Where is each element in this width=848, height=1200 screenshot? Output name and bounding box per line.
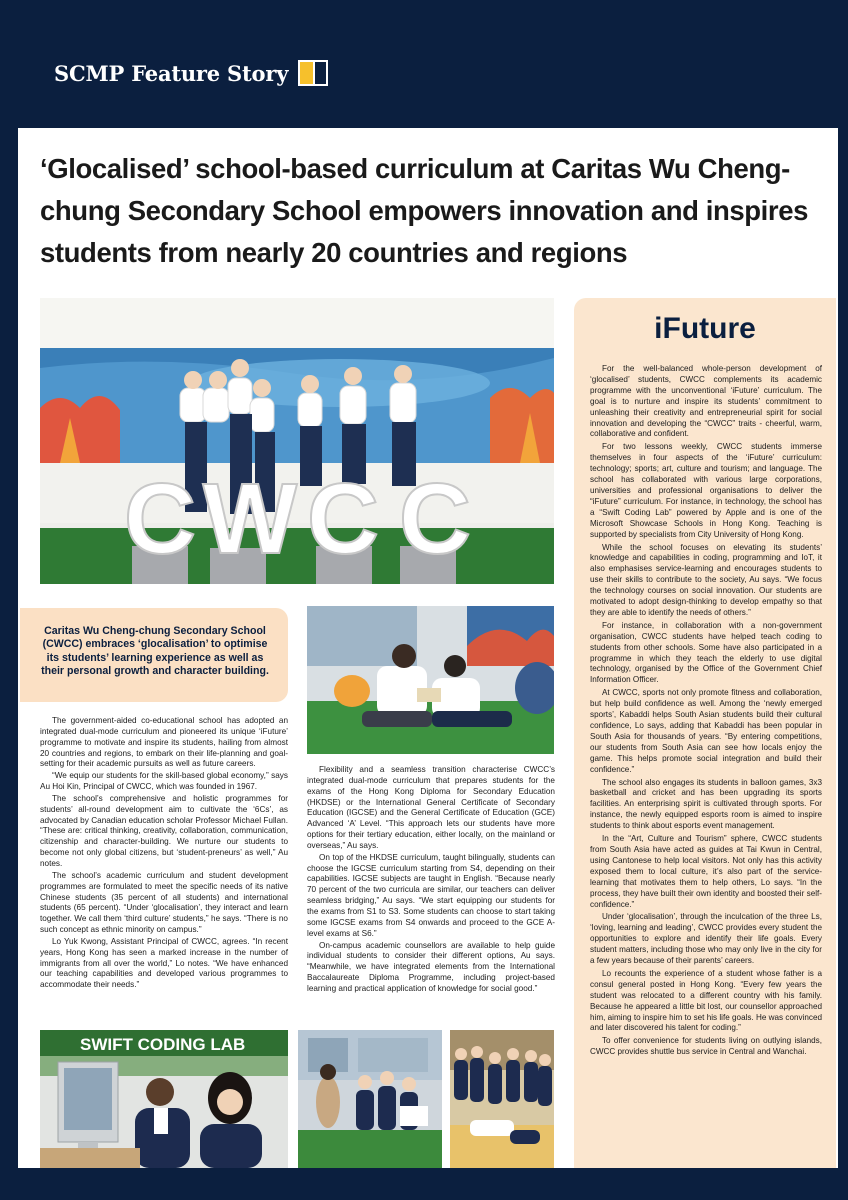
hero-photo: [40, 298, 554, 584]
bottom-border: [0, 1168, 848, 1200]
sidebar-body: [590, 364, 822, 1060]
article-column-middle: [307, 765, 555, 996]
right-border: [838, 128, 848, 1200]
ifuture-sidebar: [574, 298, 836, 1168]
coding-lab-sign: SWIFT CODING LAB: [80, 1035, 246, 1054]
reading-students-photo: [307, 606, 554, 754]
scmp-logo-icon: [298, 60, 328, 86]
sidebar-paragraph: For two lessons weekly, CWCC students immerse themselves in four aspects of the ‘iFuture’ curriculum: technology; sports; art, culture and tourism; and language. The school has collaborated with various large corporations, universities and professional organisations to deliver the “iFuture” curriculum. For instance, in technology, the school has a “Swift Coding Lab” powered by Apple and is one of the Microsoft Showcase Schools in Hong Kong. Teaching is supported by specialists from City University of Hong Kong.: [590, 442, 822, 539]
sidebar-title: iFuture: [654, 312, 756, 345]
sidebar-paragraph: For the well-balanced whole-person development of ‘glocalised’ students, CWCC complements its academic programme with the unconventional ‘iFuture’ curriculum. The goal is to nurture and inspire its students’ commitment to unleashing their creativity and entrepreneurial spirit for social innovation and developing the “CWCC” traits - cheerful, warm, collaborative and confident.: [590, 364, 822, 439]
sidebar-paragraph: In the “Art, Culture and Tourism” sphere, CWCC students from South Asia have acted as guides at Tai Kwun in Central, using Cantonese to help local visitors. Not only has this activity exposed them to local culture, it’s also part of the service-learning that motivates them to help others, Lo says. “In the process, they have built their own identity and boosted their self-confidence.”: [590, 834, 822, 909]
masthead: [54, 60, 328, 86]
sidebar-paragraph: To offer convenience for students living on outlying islands, CWCC provides shuttle bus service in Central and Wanchai.: [590, 1036, 822, 1057]
sidebar-paragraph: Lo recounts the experience of a student whose father is a consul general posted in Hong Kong. “Every few years the student was relocated to a different country with his family. Because he appeared a little bit lost, our counsellor approached him, aiming to inspire him to set his life goals. He was convinced and later discovered his talent for coding.”: [590, 968, 822, 1033]
sign-letter-c3: C: [398, 463, 472, 575]
body-paragraph: The school’s comprehensive and holistic programmes for students’ all-round development aim to cultivate the ‘6Cs’, as advocated by Canadian education scholar Professor Michael Fullan. “These are: critical thinking, creativity, collaboration, communication, citizenship and character-building. We nurture our students to become not only global citizens, but ‘student-preneurs’ as well,” Au notes.: [40, 793, 288, 868]
body-paragraph: Lo Yuk Kwong, Assistant Principal of CWCC, agrees. “In recent years, Hong Kong has seen a marked increase in the number of immigrants from all over the world,” Lo notes. “We have enhanced our teaching capabilities and developed various programmes to accommodate their needs.”: [40, 936, 288, 990]
body-paragraph: On-campus academic counsellors are available to help guide individual students to consider their different options, Au says. “Meanwhile, we have integrated elements from the International Baccalaureate Diploma Programme, including project-based learning and practical application of knowledge for social good.”: [307, 940, 555, 993]
tour-guides-photo: [298, 1030, 442, 1168]
sign-letter-w: W: [202, 463, 298, 575]
masthead-title: SCMP Feature Story: [54, 60, 289, 86]
article-column-left: [40, 716, 288, 992]
callout-box: [20, 608, 288, 702]
left-border: [0, 128, 18, 1200]
body-paragraph: “We equip our students for the skill-based global economy,” says Au Hoi Kin, Principal of CWCC, which was founded in 1967.: [40, 771, 288, 792]
sidebar-paragraph: For instance, in collaboration with a non-government organisation, CWCC students have helped teach coding to students from other schools. Some have also participated in a programme in which they teach the elderly to use digital technology, organised by the Office of the Government Chief Information Officer.: [590, 620, 822, 685]
headline: ‘Glocalised’ school-based curriculum at Caritas Wu Cheng-chung Secondary School empowers innovation and inspires students from nearly 20 countries and regions: [40, 153, 809, 268]
body-paragraph: The school’s academic curriculum and student development programmes are formulated to meet the specific needs of its native Chinese students (35 percent of all students) and international students (65 percent). “Under ‘glocalisation’, they interact and learn together. We call them ‘third culture’ students,” he says. “There is no such concept as ethnic minority on campus.”: [40, 870, 288, 935]
callout-text: Caritas Wu Cheng-chung Secondary School (CWCC) embraces ‘glocalisation’ to optimise its students’ learning experience as well as their personal growth and character building.: [41, 625, 269, 678]
kabaddi-photo: [450, 1030, 554, 1168]
sidebar-paragraph: The school also engages its students in balloon games, 3x3 basketball and cricket and has been upgrading its sports facilities. An enterprising spirit is cultivated through sports. For instance, the newly equipped esports room is aimed to inspire students to think about esports event management.: [590, 777, 822, 831]
body-paragraph: The government-aided co-educational school has adopted an integrated dual-mode curriculum and pioneered its unique ‘iFuture’ programme to motivate and inspire its students, hailing from almost 20 countries and regions, to embark on their life-planning and goal-setting for their academic pursuits as well as future careers.: [40, 716, 288, 769]
body-paragraph: Flexibility and a seamless transition characterise CWCC’s integrated dual-mode curriculum that prepares students for the exams of the Hong Kong Diploma for Secondary Education (HKDSE) or the International General Certificate of Secondary Education (IGCSE) and the General Certificate of Education (GCE) Advanced ‘A’ Level. “This approach lets our students have more options for their tertiary education, either locally, on the mainland or overseas,” Au says.: [307, 765, 555, 850]
sign-letter-c1: C: [123, 463, 197, 575]
sign-letter-c2: C: [306, 463, 380, 575]
sidebar-paragraph: Under ‘glocalisation’, through the inculcation of the three Ls, ‘loving, learning and leading’, CWCC provides every student the opportunities to explore and identify their life goals. Every student matters, including those who may only live in the city for a few years because of their parents’ careers.: [590, 912, 822, 966]
sidebar-paragraph: While the school focuses on elevating its students’ knowledge and capabilities in coding, programming and IoT, it also emphasises service-learning and encourages students to use their skills to contribute to the society, Au says. “We focus the technology courses on social innovation. Our students are motivated to adopt design-thinking to develop empathy so that they are able to identify the needs of others.”: [590, 542, 822, 617]
coding-lab-photo: [40, 1030, 288, 1168]
sidebar-paragraph: At CWCC, sports not only promote fitness and collaboration, but help build confidence as well. Among the ‘newly emerged sports’, Kabaddi helps South Asian students build their cultural confidence, Lo says, adding that Kabaddi has been popular in South Asia for thousands of years. “By entering competitions, our students from South Asia can see how locals enjoy the game. This helps promote social integration and build their confidence.”: [590, 688, 822, 774]
body-paragraph: On top of the HKDSE curriculum, taught bilingually, students can choose the IGCSE curriculum starting from S4, depending on their capabilities. IGCSE subjects are taught in English. “Because nearly 70 percent of the two curricula are similar, our teachers can deliver seamless bridging,” Au says. “We start equipping our students for the exams from S1 to S3. Some students can choose to start taking some IGCSE exams from S4 onwards and proceed to the GCE A-level exams at S6.”: [307, 852, 555, 938]
